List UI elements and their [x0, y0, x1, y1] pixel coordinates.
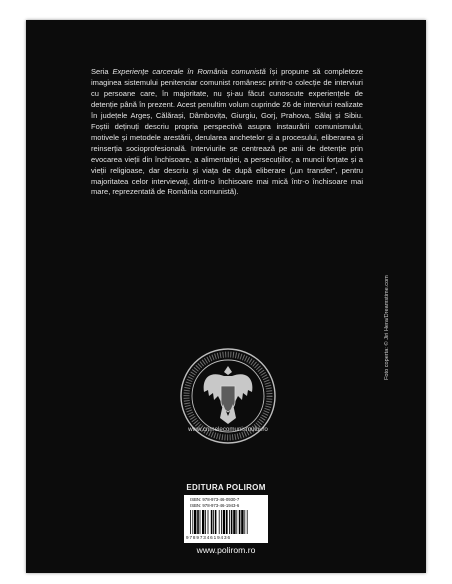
photo-credit: Foto coperta: © Jiri Hera/Dreamstime.com: [384, 275, 390, 380]
blurb-paragraph: [91, 67, 363, 198]
barcode-icon: [190, 510, 262, 534]
blurb-text: [91, 67, 363, 198]
isbn-barcode-box: [184, 495, 268, 543]
series-prefix: Seria: [91, 67, 113, 76]
series-title: Experiențe carcerale în România comunistă: [112, 67, 266, 76]
publisher-url: www.polirom.ro: [196, 545, 256, 555]
isbn-line-2: ISBN: 978-973-46-1943-6: [190, 503, 240, 508]
blurb-body: își propune să completeze imaginea sistemului penitenciar comunist românesc printr-o colecție de interviuri cu persoane care, în majoritate, nu și-au făcut cunoscute experiențele de detenție până în prezent. Acest penultim volum cuprinde 26 de interviuri realizate în județele Argeș, Călărași, Dâmbovița, Giurgiu, Gorj, Prahova, Sălaj și Sibiu. Foștii deținuți descriu propria perspectivă asupra instaurării comunismului, motivele și metodele arestării, derularea anchetelor și a procesului, eliberarea și reinserția socioprofesională. Interviurile se centrează pe anii de detenție prin evocarea vieții din închisoare, a alimentației, a persecuțiilor, a muncii forțate și a vieții religioase, dar descriu și viața de după eliberare („un transfer”, pentru majoritatea celor intervievați, dintr-o închisoare mai mică într-o închisoare mai mare, reprezentată de România comunistă).: [91, 67, 364, 197]
website-url: www.crimelecomunismului.ro: [188, 426, 268, 433]
publisher-name: EDITURA POLIROM: [186, 483, 266, 492]
isbn-line-1: ISBN: 978-973-46-0930-7: [190, 497, 240, 502]
barcode-digits: 9789734619436: [186, 535, 231, 540]
book-back-cover: [26, 20, 426, 573]
